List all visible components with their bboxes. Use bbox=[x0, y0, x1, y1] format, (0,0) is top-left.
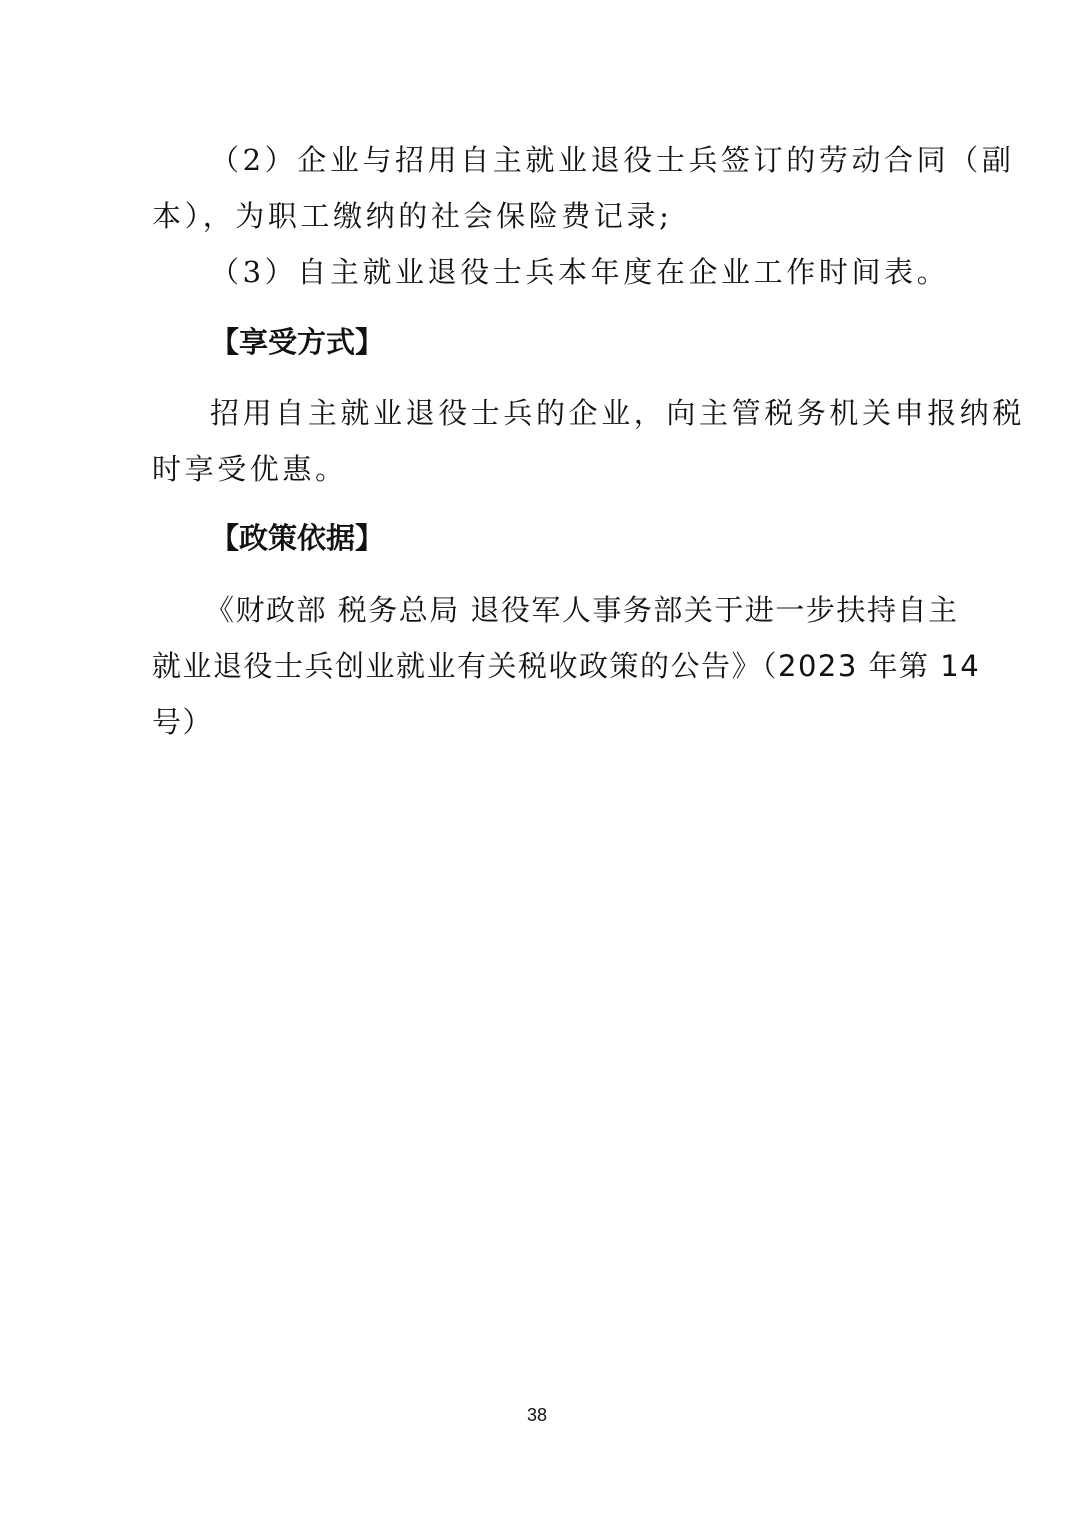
item-3: （3）自主就业退役士兵本年度在企业工作时间表。 bbox=[210, 255, 950, 289]
page-number: 38 bbox=[526, 1405, 548, 1425]
method-line-1: 招用自主就业退役士兵的企业，向主管税务机关申报纳税 bbox=[210, 396, 1026, 430]
basis-line-3: 号） bbox=[152, 705, 214, 739]
item-2-line-2: 本），为职工缴纳的社会保险费记录; bbox=[152, 199, 673, 233]
item-2-line-1: （2）企业与招用自主就业退役士兵签订的劳动合同（副 bbox=[210, 143, 1015, 177]
basis-line-2: 就业退役士兵创业就业有关税收政策的公告》（2023 年第 14 bbox=[152, 649, 981, 683]
basis-line-1: 《财政部 税务总局 退役军人事务部关于进一步扶持自主 bbox=[205, 593, 959, 627]
heading-method: 【享受方式】 bbox=[210, 325, 385, 359]
method-line-2: 时享受优惠。 bbox=[152, 452, 348, 486]
heading-basis: 【政策依据】 bbox=[210, 521, 385, 555]
